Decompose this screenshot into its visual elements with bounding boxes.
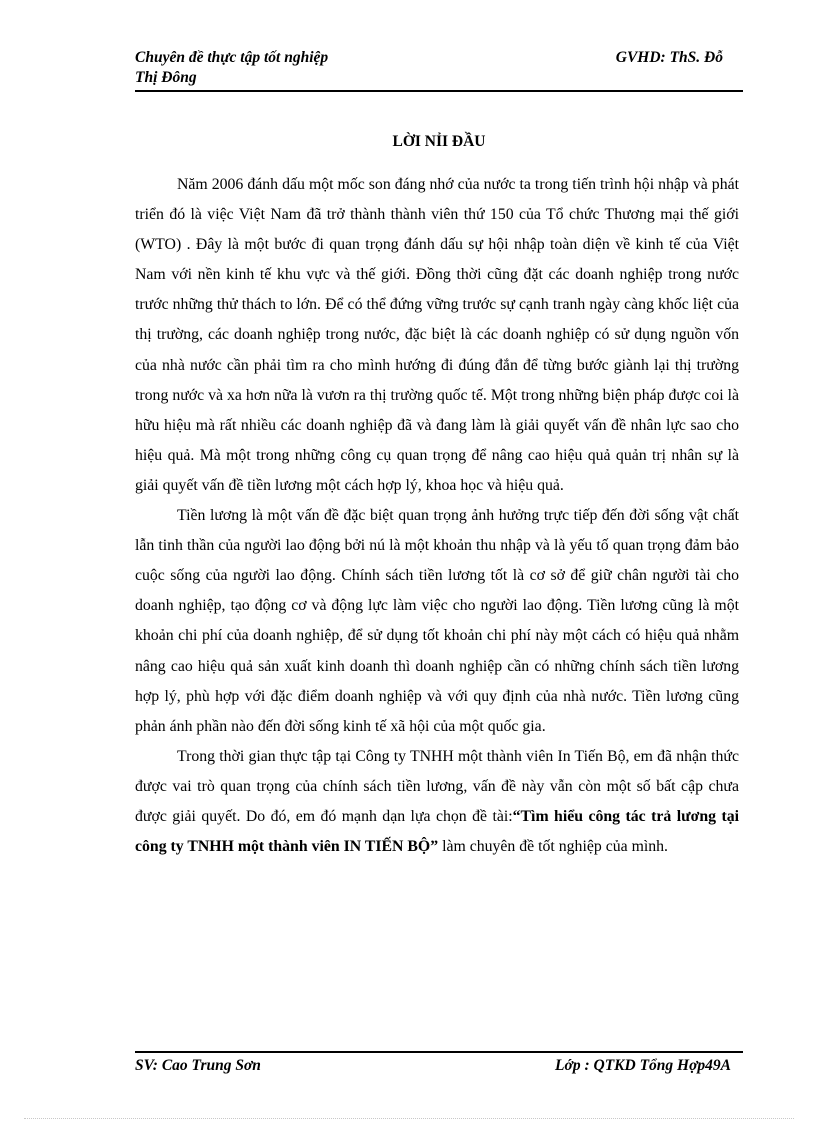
paragraph-3-end: làm chuyên đề tốt nghiệp của mình. <box>438 838 668 856</box>
header-left <box>135 48 328 88</box>
paragraph-3 <box>135 742 739 862</box>
page-bottom-dotted-line <box>24 1118 794 1119</box>
header-rule <box>135 90 743 92</box>
header-advisor: GVHD: ThS. Đỗ <box>615 49 723 66</box>
document-title: LỜI NỈI ĐẦU <box>392 133 486 150</box>
header-title-line1: Chuyên đề thực tập tốt nghiệp <box>135 49 329 66</box>
paragraph-3-intro: Trong thời gian thực tập tại Công ty TNHH một thành viên In Tiến Bộ, em đã nhận thức được vai trò quan trọng của chính sách tiền lương, vấn đề này vẫn còn một số bất cập chưa được giải quyết. Do đó, em đó mạnh dạn lựa chọn đề tài: <box>135 747 739 825</box>
header-title-line2: Thị Đông <box>135 69 197 86</box>
footer-class: Lớp : QTKD Tổng Hợp49A <box>555 1057 731 1074</box>
paragraph-1: Năm 2006 đánh dấu một mốc son đáng nhớ của nước ta trong tiến trình hội nhập và phát triển đó là việc Việt Nam đã trở thành thành viên thứ 150 của Tổ chức Thương mại thế giới (WTO) . Đây là một bước đi quan trọng đánh dấu sự hội nhập toàn diện về kinh tế của Việt Nam với nền kinh tế khu vực và thế giới. Đồng thời cũng đặt các doanh nghiệp trong nước trước những thử thách to lớn. Để có thể đứng vững trước sự cạnh tranh ngày càng khốc liệt của thị trường, các doanh nghiệp trong nước, đặc biệt là các doanh nghiệp có sử dụng nguồn vốn của nhà nước cần phải tìm ra cho mình hướng đi đúng đắn để từng bước giành lại thị trường trong nước và xa hơn nữa là vươn ra thị trường quốc tế. Một trong những biện pháp được coi là hữu hiệu mà rất nhiều các doanh nghiệp đã và đang làm là giải quyết vấn đề nhân lực sao cho hiệu quả. Mà một trong những công cụ quan trọng để nâng cao hiệu quả quản trị nhân sự là giải quyết vấn đề tiền lương một cách hợp lý, khoa học và hiệu quả. <box>135 176 739 494</box>
footer-rule <box>135 1051 743 1053</box>
body-text <box>135 170 739 862</box>
thesis-topic: “Tìm hiểu công tác trả lương tại công ty TNHH một thành viên IN TIẾN BỘ” <box>135 807 739 856</box>
paragraph-2: Tiền lương là một vấn đề đặc biệt quan trọng ảnh hưởng trực tiếp đến đời sống vật chất lẫn tinh thần của người lao động bởi nú là một khoản thu nhập và là yếu tố quan trọng đảm bảo cuộc sống của người lao động. Chính sách tiền lương tốt là cơ sở để giữ chân người tài cho doanh nghiệp, tạo động cơ và động lực làm việc cho người lao động. Tiền lương cũng là một khoản chi phí của doanh nghiệp, để sử dụng tốt khoản chi phí này một cách có hiệu quả nhằm nâng cao hiệu quả sản xuất kinh doanh thì doanh nghiệp cần có những chính sách tiền lương hợp lý, phù hợp với đặc điểm doanh nghiệp và với quy định của nhà nước. Tiền lương cũng phản ánh phần nào đến đời sống kinh tế xã hội của một quốc gia. <box>135 507 739 735</box>
footer-student: SV: Cao Trung Sơn <box>135 1057 261 1074</box>
